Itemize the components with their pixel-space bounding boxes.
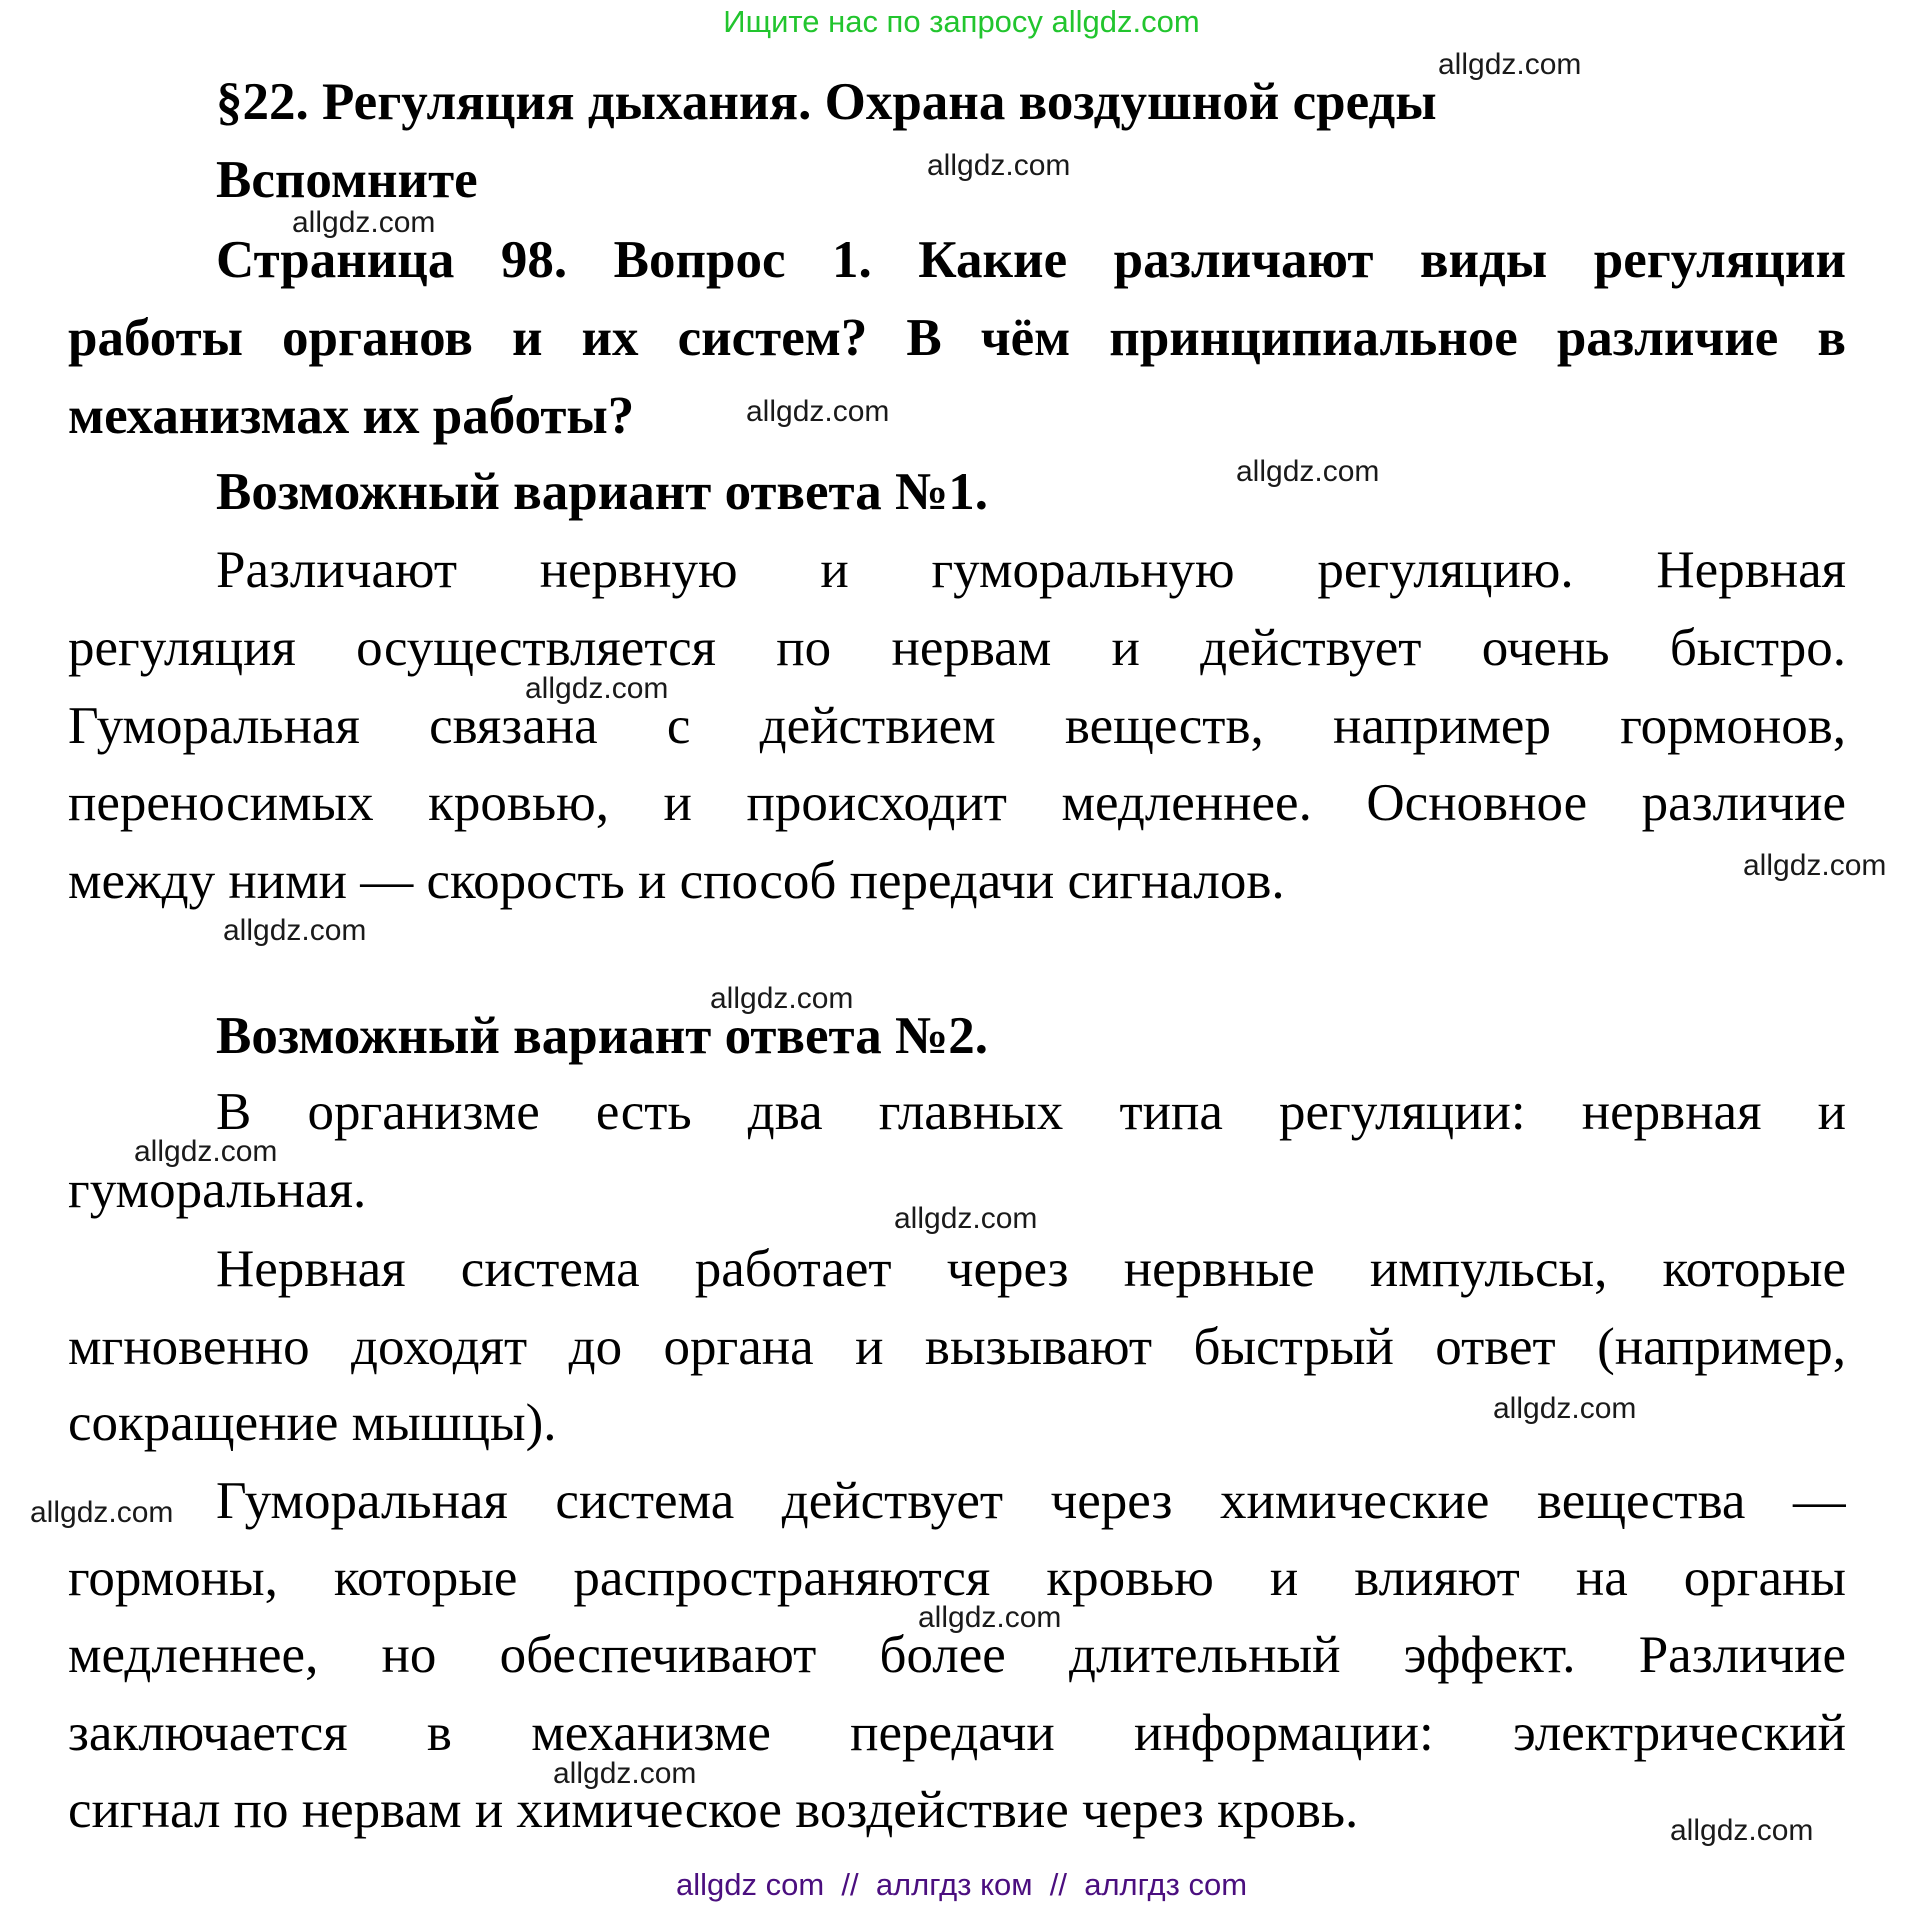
answer-line: регуляция осуществляется по нервам и действует очень быстро. <box>68 619 1846 677</box>
answer-line: Гуморальная связана с действием веществ, например гормонов, <box>68 697 1846 755</box>
answer-line: Различают нервную и гуморальную регуляцию. Нервная <box>216 541 1846 599</box>
answer-line: гормоны, которые распространяются кровью и влияют на органы <box>68 1549 1846 1607</box>
answer-line: Гуморальная система действует через химические вещества — <box>216 1472 1846 1530</box>
watermark: allgdz.com <box>223 914 367 947</box>
watermark: allgdz.com <box>710 982 854 1015</box>
watermark: allgdz.com <box>30 1496 174 1529</box>
answer-line: сокращение мышцы). <box>68 1394 557 1452</box>
answer-line: Нервная система работает через нервные импульсы, которые <box>216 1240 1846 1298</box>
footer-links[interactable]: allgdz com // аллгдз ком // аллгдз com <box>675 1867 1248 1902</box>
answer-heading: Возможный вариант ответа №2. <box>216 1007 988 1065</box>
watermark: allgdz.com <box>134 1135 278 1168</box>
watermark: allgdz.com <box>1670 1814 1814 1847</box>
question-line: работы органов и их систем? В чём принципиальное различие в <box>68 309 1846 367</box>
watermark: allgdz.com <box>525 672 669 705</box>
watermark: allgdz.com <box>927 149 1071 182</box>
search-banner[interactable]: Ищите нас по запросу allgdz.com <box>723 4 1200 39</box>
watermark: allgdz.com <box>1493 1392 1637 1425</box>
answer-line: В организме есть два главных типа регуляции: нервная и <box>216 1083 1846 1141</box>
watermark: allgdz.com <box>894 1202 1038 1235</box>
answer-line: медленнее, но обеспечивают более длительный эффект. Различие <box>68 1626 1846 1684</box>
watermark: allgdz.com <box>292 206 436 239</box>
question-line: Страница 98. Вопрос 1. Какие различают виды регуляции <box>216 231 1846 289</box>
answer-line: мгновенно доходят до органа и вызывают быстрый ответ (например, <box>68 1318 1846 1376</box>
watermark: allgdz.com <box>746 395 890 428</box>
watermark: allgdz.com <box>1743 849 1887 882</box>
answer-line: гуморальная. <box>68 1161 367 1219</box>
section-label: Вспомните <box>216 151 478 209</box>
question-line: механизмах их работы? <box>68 387 635 445</box>
answer-heading: Возможный вариант ответа №1. <box>216 463 988 521</box>
answer-line: между ними — скорость и способ передачи сигналов. <box>68 852 1285 910</box>
watermark: allgdz.com <box>1438 48 1582 81</box>
watermark: allgdz.com <box>1236 455 1380 488</box>
answer-line: заключается в механизме передачи информации: электрический <box>68 1704 1846 1762</box>
answer-line: переносимых кровью, и происходит медленнее. Основное различие <box>68 774 1846 832</box>
page-title: §22. Регуляция дыхания. Охрана воздушной среды <box>216 73 1437 131</box>
watermark: allgdz.com <box>553 1757 697 1790</box>
watermark: allgdz.com <box>918 1601 1062 1634</box>
answer-line: сигнал по нервам и химическое воздействие через кровь. <box>68 1781 1359 1839</box>
